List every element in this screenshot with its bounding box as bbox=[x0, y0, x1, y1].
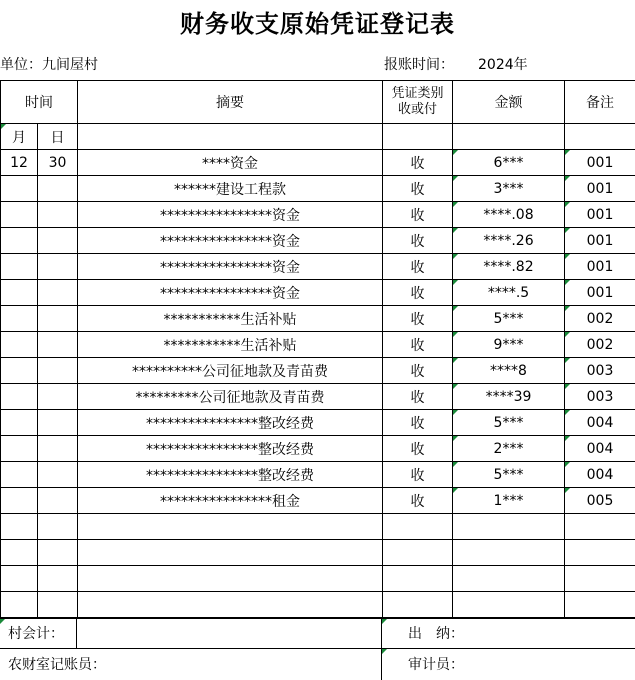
comment-marker-icon bbox=[453, 202, 458, 207]
comment-marker-icon bbox=[453, 410, 458, 415]
remark-cell: 004 bbox=[565, 436, 635, 462]
remark-cell: 001 bbox=[565, 202, 635, 228]
voucher-type-header-line1: 凭证类别 bbox=[391, 86, 444, 101]
comment-marker-icon bbox=[453, 176, 458, 181]
comment-marker-icon bbox=[565, 306, 570, 311]
comment-marker-icon bbox=[1, 124, 6, 129]
day-cell bbox=[38, 540, 78, 566]
comment-marker-icon bbox=[565, 410, 570, 415]
day-cell bbox=[38, 514, 78, 540]
amount-cell: ****39 bbox=[453, 384, 565, 410]
amount-cell bbox=[453, 592, 565, 618]
day-cell bbox=[38, 410, 78, 436]
summary-cell bbox=[78, 514, 383, 540]
voucher-type-cell bbox=[383, 592, 453, 618]
comment-marker-icon bbox=[565, 228, 570, 233]
month-cell bbox=[1, 540, 38, 566]
summary-header: 摘要 bbox=[78, 81, 383, 124]
month-header: 月 bbox=[1, 124, 38, 150]
amount-cell: ****8 bbox=[453, 358, 565, 384]
subheader-empty-cell bbox=[78, 124, 383, 150]
subheader-empty-cell bbox=[383, 124, 453, 150]
subheader-empty-cell bbox=[453, 124, 565, 150]
amount-cell bbox=[453, 514, 565, 540]
comment-marker-icon bbox=[565, 202, 570, 207]
amount-cell: ****.08 bbox=[453, 202, 565, 228]
comment-marker-icon bbox=[565, 488, 570, 493]
amount-cell: ****.82 bbox=[453, 254, 565, 280]
month-cell bbox=[1, 384, 38, 410]
remark-cell bbox=[565, 514, 635, 540]
comment-marker-icon bbox=[453, 150, 458, 155]
remark-cell: 004 bbox=[565, 410, 635, 436]
remark-cell bbox=[565, 540, 635, 566]
summary-cell bbox=[78, 592, 383, 618]
summary-cell: ****************资金 bbox=[78, 254, 383, 280]
comment-marker-icon bbox=[382, 619, 387, 624]
remark-cell: 003 bbox=[565, 384, 635, 410]
summary-cell: ******建设工程款 bbox=[78, 176, 383, 202]
remark-cell bbox=[565, 566, 635, 592]
voucher-type-cell: 收 bbox=[383, 462, 453, 488]
table-row bbox=[1, 462, 635, 488]
amount-cell: 2*** bbox=[453, 436, 565, 462]
comment-marker-icon bbox=[453, 332, 458, 337]
remark-cell: 001 bbox=[565, 280, 635, 306]
comment-marker-icon bbox=[565, 436, 570, 441]
comment-marker-icon bbox=[565, 254, 570, 259]
day-cell bbox=[38, 202, 78, 228]
voucher-type-cell: 收 bbox=[383, 410, 453, 436]
voucher-type-cell: 收 bbox=[383, 488, 453, 514]
table-row bbox=[1, 488, 635, 514]
day-cell bbox=[38, 566, 78, 592]
footer-divider bbox=[76, 618, 77, 648]
day-cell bbox=[38, 384, 78, 410]
voucher-type-header-line2: 收或付 bbox=[397, 102, 437, 117]
remark-cell: 002 bbox=[565, 332, 635, 358]
table-row bbox=[1, 150, 635, 176]
footer-middle-border bbox=[0, 648, 635, 649]
voucher-type-cell: 收 bbox=[383, 202, 453, 228]
table-row bbox=[1, 514, 635, 540]
month-cell bbox=[1, 228, 38, 254]
voucher-type-cell: 收 bbox=[383, 280, 453, 306]
voucher-type-cell: 收 bbox=[383, 384, 453, 410]
day-cell bbox=[38, 254, 78, 280]
subheader-empty-cell bbox=[565, 124, 635, 150]
voucher-type-cell: 收 bbox=[383, 332, 453, 358]
table-row bbox=[1, 332, 635, 358]
remark-cell: 002 bbox=[565, 306, 635, 332]
summary-cell: **********公司征地款及青苗费 bbox=[78, 358, 383, 384]
day-cell bbox=[38, 306, 78, 332]
month-cell bbox=[1, 176, 38, 202]
day-cell: 30 bbox=[38, 150, 78, 176]
table-row bbox=[1, 176, 635, 202]
voucher-type-cell: 收 bbox=[383, 436, 453, 462]
table-row bbox=[1, 280, 635, 306]
month-cell bbox=[1, 514, 38, 540]
voucher-type-cell: 收 bbox=[383, 358, 453, 384]
amount-cell: 6*** bbox=[453, 150, 565, 176]
comment-marker-icon bbox=[453, 306, 458, 311]
amount-header: 金额 bbox=[453, 81, 565, 124]
table-row bbox=[1, 306, 635, 332]
table-row bbox=[1, 358, 635, 384]
amount-cell: 5*** bbox=[453, 410, 565, 436]
month-cell bbox=[1, 566, 38, 592]
day-cell bbox=[38, 436, 78, 462]
comment-marker-icon bbox=[565, 384, 570, 389]
month-cell: 12 bbox=[1, 150, 38, 176]
remark-cell: 004 bbox=[565, 462, 635, 488]
voucher-type-cell bbox=[383, 566, 453, 592]
day-cell bbox=[38, 176, 78, 202]
month-cell bbox=[1, 254, 38, 280]
summary-cell: ****************整改经费 bbox=[78, 410, 383, 436]
remark-cell: 005 bbox=[565, 488, 635, 514]
table-row bbox=[1, 202, 635, 228]
amount-cell: 5*** bbox=[453, 306, 565, 332]
footer-top-border bbox=[0, 618, 635, 619]
voucher-type-cell: 收 bbox=[383, 306, 453, 332]
remark-cell: 001 bbox=[565, 228, 635, 254]
comment-marker-icon bbox=[565, 332, 570, 337]
amount-cell bbox=[453, 566, 565, 592]
comment-marker-icon bbox=[565, 280, 570, 285]
month-cell bbox=[1, 592, 38, 618]
summary-cell: ****************资金 bbox=[78, 202, 383, 228]
comment-marker-icon bbox=[453, 462, 458, 467]
subheader-row bbox=[1, 124, 635, 150]
comment-marker-icon bbox=[453, 280, 458, 285]
auditor-label: 审计员： bbox=[408, 657, 464, 673]
table-row bbox=[1, 410, 635, 436]
month-cell bbox=[1, 358, 38, 384]
comment-marker-icon bbox=[0, 619, 5, 624]
comment-marker-icon bbox=[453, 254, 458, 259]
cashier-label: 出 纳： bbox=[408, 626, 464, 642]
month-cell bbox=[1, 280, 38, 306]
summary-cell: ****************租金 bbox=[78, 488, 383, 514]
header-row bbox=[1, 81, 635, 124]
summary-cell: ***********生活补贴 bbox=[78, 332, 383, 358]
remark-cell bbox=[565, 592, 635, 618]
comment-marker-icon bbox=[453, 384, 458, 389]
village-accountant-label: 村会计： bbox=[8, 626, 64, 642]
time-header: 时间 bbox=[1, 81, 78, 124]
summary-cell: *********公司征地款及青苗费 bbox=[78, 384, 383, 410]
period-label: 报账时间： bbox=[384, 57, 454, 73]
summary-cell: ****资金 bbox=[78, 150, 383, 176]
summary-cell: ****************资金 bbox=[78, 280, 383, 306]
remark-cell: 001 bbox=[565, 150, 635, 176]
day-cell bbox=[38, 280, 78, 306]
day-header: 日 bbox=[38, 124, 78, 150]
table-row bbox=[1, 592, 635, 618]
voucher-type-header bbox=[383, 81, 453, 124]
remark-cell: 001 bbox=[565, 176, 635, 202]
amount-cell: 5*** bbox=[453, 462, 565, 488]
comment-marker-icon bbox=[565, 462, 570, 467]
comment-marker-icon bbox=[453, 488, 458, 493]
comment-marker-icon bbox=[565, 358, 570, 363]
table-row bbox=[1, 436, 635, 462]
day-cell bbox=[38, 592, 78, 618]
comment-marker-icon bbox=[565, 176, 570, 181]
table-row bbox=[1, 566, 635, 592]
summary-cell bbox=[78, 540, 383, 566]
voucher-type-cell: 收 bbox=[383, 176, 453, 202]
bookkeeper-label: 农财室记账员： bbox=[8, 657, 106, 673]
month-cell bbox=[1, 410, 38, 436]
page-title: 财务收支原始凭证登记表 bbox=[180, 9, 455, 38]
voucher-type-cell bbox=[383, 540, 453, 566]
voucher-type-cell: 收 bbox=[383, 254, 453, 280]
remark-cell: 001 bbox=[565, 254, 635, 280]
table-row bbox=[1, 254, 635, 280]
remark-header: 备注 bbox=[565, 81, 635, 124]
voucher-type-cell: 收 bbox=[383, 150, 453, 176]
summary-cell bbox=[78, 566, 383, 592]
summary-cell: ****************整改经费 bbox=[78, 462, 383, 488]
amount-cell bbox=[453, 540, 565, 566]
month-cell bbox=[1, 488, 38, 514]
ledger-table bbox=[0, 80, 635, 618]
month-cell bbox=[1, 306, 38, 332]
summary-cell: ****************整改经费 bbox=[78, 436, 383, 462]
comment-marker-icon bbox=[453, 228, 458, 233]
remark-cell: 003 bbox=[565, 358, 635, 384]
comment-marker-icon bbox=[382, 649, 387, 654]
table-row bbox=[1, 384, 635, 410]
comment-marker-icon bbox=[453, 436, 458, 441]
table-row bbox=[1, 540, 635, 566]
unit-label: 单位：九间屋村 bbox=[0, 57, 98, 73]
day-cell bbox=[38, 488, 78, 514]
comment-marker-icon bbox=[565, 150, 570, 155]
day-cell bbox=[38, 228, 78, 254]
table-row bbox=[1, 228, 635, 254]
month-cell bbox=[1, 332, 38, 358]
summary-cell: ****************资金 bbox=[78, 228, 383, 254]
day-cell bbox=[38, 332, 78, 358]
month-cell bbox=[1, 202, 38, 228]
voucher-type-cell: 收 bbox=[383, 228, 453, 254]
period-value: 2024年 bbox=[478, 57, 528, 73]
comment-marker-icon bbox=[453, 358, 458, 363]
amount-cell: 9*** bbox=[453, 332, 565, 358]
day-cell bbox=[38, 358, 78, 384]
amount-cell: 3*** bbox=[453, 176, 565, 202]
amount-cell: ****.26 bbox=[453, 228, 565, 254]
day-cell bbox=[38, 462, 78, 488]
voucher-type-cell bbox=[383, 514, 453, 540]
summary-cell: ***********生活补贴 bbox=[78, 306, 383, 332]
amount-cell: ****.5 bbox=[453, 280, 565, 306]
month-cell bbox=[1, 436, 38, 462]
amount-cell: 1*** bbox=[453, 488, 565, 514]
month-cell bbox=[1, 462, 38, 488]
